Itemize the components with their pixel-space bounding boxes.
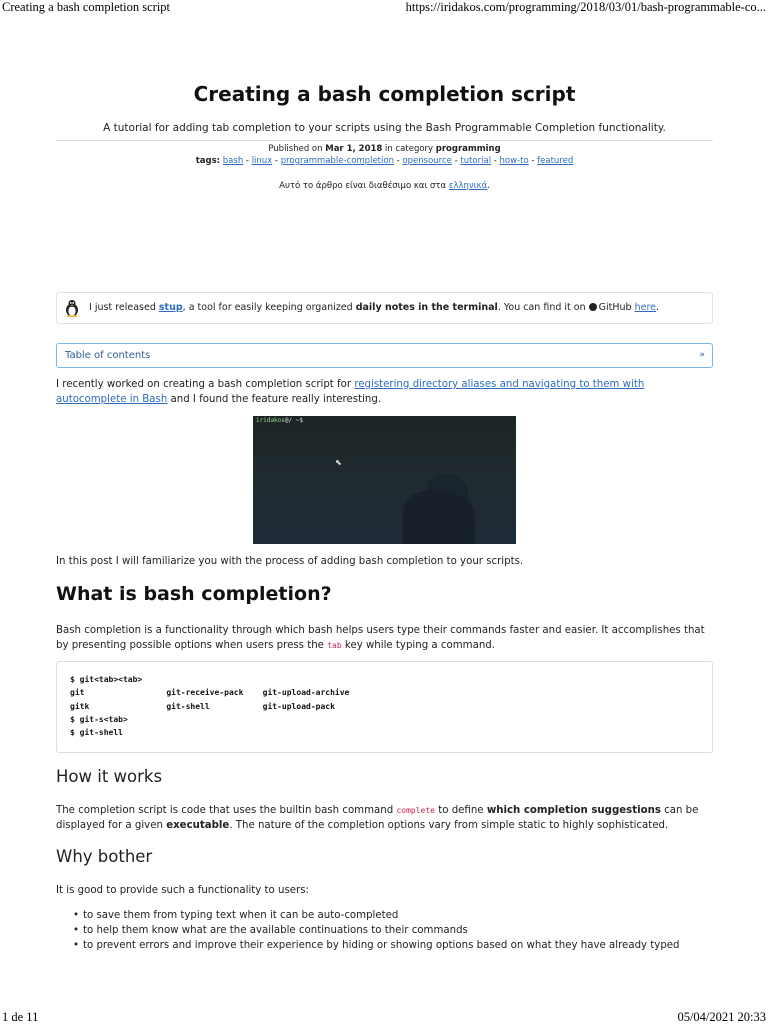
- how-it-works-paragraph: [56, 803, 713, 833]
- demo-video[interactable]: [253, 416, 516, 544]
- notice-t3: . You can find it on: [497, 302, 586, 313]
- print-header-url: https://iridakos.com/programming/2018/03/01/bash-programmable-co...: [405, 0, 766, 14]
- language-note: [56, 181, 713, 191]
- aliases-link[interactable]: registering directory aliases and navigating to them with autocomplete in Bash: [56, 379, 645, 405]
- section2-t1: The completion script is code that uses the builtin bash command: [56, 805, 394, 816]
- published-line: [56, 144, 713, 154]
- intro-paragraph: [56, 377, 713, 407]
- category-prefix: in category: [385, 144, 434, 154]
- tags-label: tags:: [195, 156, 221, 166]
- notice-text: [89, 293, 659, 323]
- code-line: $ git-shell: [70, 728, 123, 738]
- section1-t1: Bash completion is a functionality through which bash helps users type their commands faster and easier. It accomplishes that by presenting possible options when users press the: [56, 625, 705, 651]
- here-link[interactable]: here: [634, 302, 657, 313]
- code-line: $ git<tab><tab>: [70, 675, 143, 684]
- notice-t2: , a tool for easily keeping organized: [182, 302, 353, 313]
- penguin-icon: [64, 299, 80, 317]
- tag-link-bash[interactable]: bash: [222, 156, 244, 166]
- tag-link-opensource[interactable]: opensource: [402, 156, 452, 166]
- github-icon: [589, 303, 597, 311]
- tag-list: [223, 156, 573, 166]
- section2-t4: . The nature of the completion options vary from simple static to highly sophisticated.: [229, 820, 669, 831]
- page-title: Creating a bash completion script: [193, 82, 576, 106]
- notice-t4: .: [656, 302, 660, 313]
- island-shape-2: [403, 490, 475, 544]
- tag-link-tutorial[interactable]: tutorial: [460, 156, 492, 166]
- subtitle: A tutorial for adding tab completion to your scripts using the Bash Programmable Completion functionality.: [103, 122, 666, 134]
- reasons-list: [56, 908, 713, 953]
- prompt-user: iridakos: [256, 417, 285, 424]
- tags-line: [56, 156, 713, 166]
- print-header-title: Creating a bash completion script: [2, 0, 171, 14]
- tab-key-code: tab: [327, 641, 342, 650]
- code-block: [56, 661, 713, 753]
- print-header: [0, 0, 768, 16]
- intro-t1: I recently worked on creating a bash completion script for: [56, 379, 352, 390]
- heading-what-is-bash-completion: What is bash completion?: [56, 583, 332, 605]
- intro-t2: and I found the feature really interesting.: [170, 394, 382, 405]
- paragraph-familiarize: In this post I will familiarize you with the process of adding bash completion to your scripts.: [56, 556, 524, 567]
- mouse-cursor-icon: ⬉: [335, 458, 342, 467]
- tag-separator: -: [243, 156, 252, 166]
- section2-bold2: executable: [166, 820, 230, 831]
- category: programming: [435, 144, 501, 154]
- toc-label: Table of contents: [65, 350, 151, 361]
- code-line: $ git-s<tab>: [70, 714, 128, 724]
- tag-separator: -: [528, 156, 538, 166]
- tag-link-programmable-completion[interactable]: programmable-completion: [280, 156, 394, 166]
- heading-how-it-works: How it works: [56, 767, 163, 786]
- chevron-down-icon: »: [699, 350, 705, 360]
- notice-bold: daily notes in the terminal: [355, 302, 498, 313]
- tag-separator: -: [393, 156, 403, 166]
- section1-t2: key while typing a command.: [344, 640, 495, 651]
- stup-notice: [56, 292, 713, 324]
- list-item: • to save them from typing text when it can be auto-completed: [56, 908, 713, 923]
- prompt-rest: @/ ~$: [284, 417, 303, 424]
- tag-link-featured[interactable]: featured: [537, 156, 574, 166]
- published-prefix: Published on: [268, 144, 323, 154]
- tag-link-linux[interactable]: linux: [251, 156, 273, 166]
- table-of-contents-toggle[interactable]: [56, 343, 713, 368]
- list-item: • to help them know what are the available continuations to their commands: [56, 923, 713, 938]
- language-note-end: .: [487, 181, 490, 191]
- tag-separator: -: [451, 156, 461, 166]
- heading-why-bother: Why bother: [56, 847, 153, 866]
- tag-separator: -: [272, 156, 281, 166]
- language-note-text: Αυτό το άρθρο είναι διαθέσιμο και στα: [279, 181, 447, 191]
- code-line: gitk git-shell git-upload-pack: [70, 701, 335, 711]
- notice-t1: I just released: [89, 302, 156, 313]
- bash-completion-paragraph: [56, 623, 713, 653]
- page-number: 1 de 11: [2, 1010, 39, 1024]
- github-label: GitHub: [598, 302, 632, 313]
- terminal-prompt: [256, 417, 303, 424]
- print-timestamp: 05/04/2021 20:33: [677, 1010, 766, 1024]
- section2-t2: to define: [438, 805, 484, 816]
- divider: [56, 140, 713, 141]
- why-bother-intro: It is good to provide such a functionality to users:: [56, 885, 309, 896]
- stup-link[interactable]: stup: [158, 302, 183, 313]
- complete-code: complete: [396, 806, 435, 815]
- code-line: git git-receive-pack git-upload-archive: [70, 688, 350, 698]
- published-date: Mar 1, 2018: [325, 144, 383, 154]
- list-item: • to prevent errors and improve their experience by hiding or showing options based on what they have already typed: [56, 938, 713, 953]
- section2-t3: can be displayed for a given: [56, 805, 699, 831]
- section2-bold1: which completion suggestions: [486, 805, 661, 816]
- tag-separator: -: [491, 156, 500, 166]
- code-lines: [57, 662, 712, 739]
- tag-link-how-to[interactable]: how-to: [499, 156, 529, 166]
- greek-link[interactable]: ελληνικά: [448, 181, 488, 191]
